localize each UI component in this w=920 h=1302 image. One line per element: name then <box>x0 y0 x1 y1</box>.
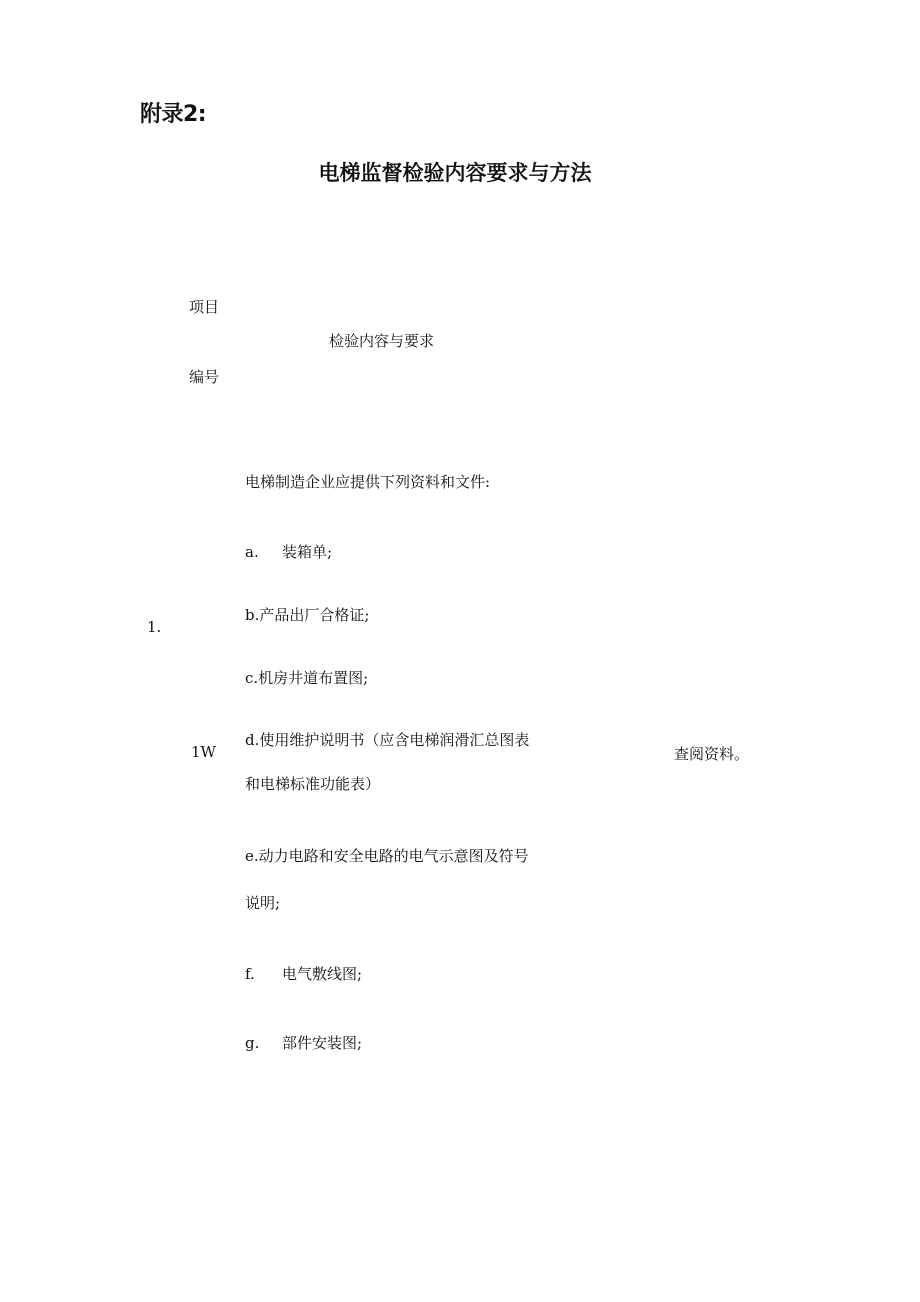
requirement-intro: 电梯制造企业应提供下列资料和文件: <box>245 473 491 491</box>
appendix-label: 附录2: <box>140 102 207 127</box>
item-marker: g. <box>245 1034 260 1052</box>
document-title: 电梯监督检验内容要求与方法 <box>318 161 592 185</box>
item-marker: a. <box>245 543 259 561</box>
row-number: 1. <box>147 618 162 636</box>
requirement-item-b: b.产品出厂合格证; <box>245 606 370 624</box>
requirement-item-a <box>245 541 332 562</box>
requirement-item-c: c.机房井道布置图; <box>245 669 369 687</box>
requirement-item-e-line2: 说明; <box>245 894 281 912</box>
requirement-item-g <box>245 1032 362 1053</box>
inspection-method: 查阅资料。 <box>674 745 750 763</box>
item-text: 部件安装图; <box>282 1034 363 1052</box>
requirement-item-f <box>245 963 362 984</box>
item-text: 装箱单; <box>282 543 333 561</box>
header-content-label: 检验内容与要求 <box>329 332 435 350</box>
requirement-item-e-line1: e.动力电路和安全电路的电气示意图及符号 <box>245 847 529 865</box>
header-item-label-line2: 编号 <box>189 368 220 386</box>
header-item-label-line1: 项目 <box>189 298 220 316</box>
item-marker: f. <box>245 965 255 983</box>
row-sub-number: 1W <box>191 743 216 761</box>
item-text: 电气敷线图; <box>282 965 363 983</box>
requirement-item-d-line2: 和电梯标准功能表） <box>245 775 381 793</box>
requirement-item-d-line1: d.使用维护说明书（应含电梯润滑汇总图表 <box>245 731 530 749</box>
